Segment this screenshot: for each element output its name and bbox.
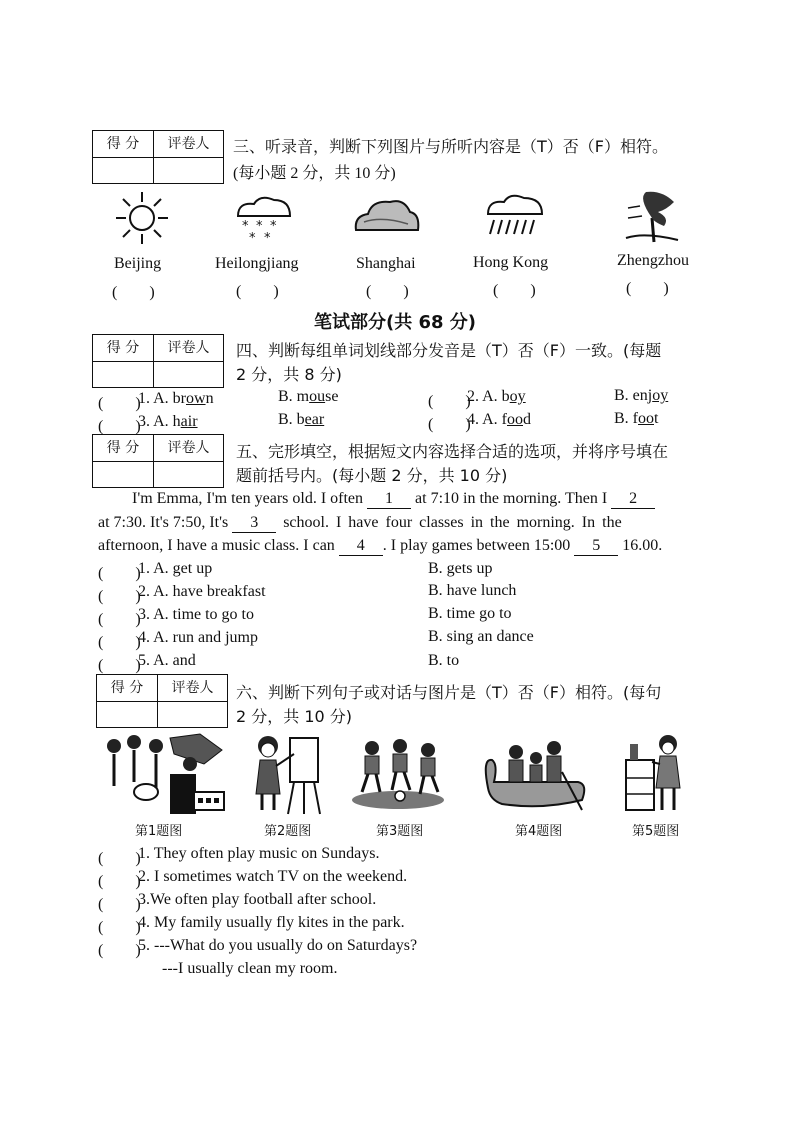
option-a: 5. A. and bbox=[138, 652, 196, 669]
score-label: 得 分 bbox=[93, 131, 154, 157]
underlined-part: air bbox=[180, 413, 198, 430]
answer-paren[interactable]: ( ) bbox=[98, 418, 141, 435]
pron-item-2 bbox=[467, 388, 526, 406]
girl-painting-picture bbox=[250, 730, 324, 816]
grader-label: 评卷人 bbox=[171, 680, 214, 696]
section5-title: 五、完形填空，根据短文内容选择合适的选项，并将序号填在 bbox=[236, 442, 669, 461]
pron-item-2-b bbox=[614, 387, 668, 405]
blank-2[interactable]: 2 bbox=[611, 490, 655, 509]
word-part: B. b bbox=[278, 411, 305, 428]
score-box-6 bbox=[96, 674, 228, 728]
underlined-part: oo bbox=[507, 411, 523, 428]
answer-paren[interactable]: ( ) bbox=[236, 283, 279, 300]
answer-paren[interactable]: ( ) bbox=[98, 395, 141, 412]
picture-caption: 第5题图 bbox=[632, 824, 680, 839]
pron-item-4 bbox=[467, 411, 531, 429]
answer-paren[interactable]: ( ) bbox=[493, 282, 536, 299]
underlined-part: ear bbox=[304, 411, 325, 428]
word-part: br bbox=[172, 390, 186, 407]
wind-icon bbox=[624, 188, 680, 244]
answer-paren[interactable]: ( ) bbox=[98, 873, 141, 890]
sentence-5-answer: ---I usually clean my room. bbox=[162, 960, 338, 977]
answer-paren[interactable]: ( ) bbox=[98, 850, 141, 867]
score-box-4 bbox=[92, 334, 224, 388]
score-field[interactable] bbox=[93, 362, 154, 388]
answer-paren[interactable]: ( ) bbox=[98, 565, 141, 582]
item-number: 2. A. bbox=[467, 388, 502, 405]
passage-text: school. I have four classes in the morning. In the bbox=[276, 514, 622, 531]
svg-text:*: * bbox=[242, 219, 249, 234]
sentence-5: 5. ---What do you usually do on Saturdays? bbox=[138, 937, 418, 954]
score-box-3 bbox=[92, 130, 224, 184]
option-a: 3. A. time to go to bbox=[138, 606, 254, 623]
svg-text:*: * bbox=[264, 231, 271, 246]
grader-field[interactable] bbox=[154, 462, 223, 488]
band-music-picture bbox=[100, 730, 226, 816]
written-section-header: 笔试部分(共 68 分) bbox=[314, 312, 477, 333]
grader-field[interactable] bbox=[154, 158, 223, 184]
blank-4[interactable]: 4 bbox=[339, 537, 383, 556]
pron-item-1-b bbox=[278, 388, 338, 406]
blank-1[interactable]: 1 bbox=[367, 490, 411, 509]
grader-label: 评卷人 bbox=[167, 340, 210, 356]
svg-text:*: * bbox=[249, 231, 256, 246]
grader-field[interactable] bbox=[158, 702, 227, 728]
option-b: B. have lunch bbox=[428, 582, 517, 599]
underlined-part: ou bbox=[309, 388, 326, 405]
option-b: B. sing an dance bbox=[428, 628, 534, 645]
item-number: 3. A. bbox=[138, 413, 173, 430]
answer-paren[interactable]: ( ) bbox=[98, 634, 141, 651]
item-number: 4. A. bbox=[467, 411, 502, 428]
answer-paren[interactable]: ( ) bbox=[626, 280, 669, 297]
word-part: B. m bbox=[278, 388, 310, 405]
underlined-part: ow bbox=[186, 390, 206, 407]
svg-text:*: * bbox=[256, 219, 263, 234]
word-part: b bbox=[501, 388, 510, 405]
section3-title: 三、听录音，判断下列图片与所听内容是（T）否（F）相符。 bbox=[233, 137, 668, 156]
city-heilongjiang: Heilongjiang bbox=[215, 255, 299, 272]
grader-field[interactable] bbox=[154, 362, 223, 388]
passage-text: afternoon, I have a music class. I can bbox=[98, 537, 339, 554]
section6-note: 2 分，共 10 分) bbox=[236, 707, 353, 726]
picture-caption: 第4题图 bbox=[515, 824, 563, 839]
passage-text: at 7:10 in the morning. Then I bbox=[411, 490, 612, 507]
answer-paren[interactable]: ( ) bbox=[98, 611, 141, 628]
score-field[interactable] bbox=[93, 158, 154, 184]
sentence-1: 1. They often play music on Sundays. bbox=[138, 845, 380, 862]
passage-text: at 7:30. It's 7:50, It's bbox=[98, 514, 233, 531]
sentence-4: 4. My family usually fly kites in the park. bbox=[138, 914, 405, 931]
girl-cleaning-picture bbox=[622, 730, 688, 814]
option-b: B. to bbox=[428, 652, 460, 669]
underlined-part: oy bbox=[652, 387, 669, 404]
city-hongkong: Hong Kong bbox=[473, 254, 549, 271]
cloze-line-1 bbox=[132, 490, 655, 509]
underlined-part: oy bbox=[509, 388, 526, 405]
city-zhengzhou: Zhengzhou bbox=[617, 252, 689, 269]
word-part: h bbox=[172, 413, 181, 430]
section5-note: 题前括号内。(每小题 2 分，共 10 分) bbox=[236, 466, 508, 485]
word-part: d bbox=[523, 411, 531, 428]
family-boat-picture bbox=[482, 738, 592, 814]
answer-paren[interactable]: ( ) bbox=[98, 896, 141, 913]
kids-football-picture bbox=[350, 738, 446, 810]
blank-3[interactable]: 3 bbox=[232, 514, 276, 533]
pron-item-3 bbox=[138, 413, 198, 431]
section4-note: 2 分，共 8 分) bbox=[236, 365, 342, 384]
word-part: se bbox=[325, 388, 339, 405]
cloze-line-3 bbox=[98, 537, 662, 556]
blank-5[interactable]: 5 bbox=[574, 537, 618, 556]
option-b: B. time go to bbox=[428, 605, 512, 622]
score-field[interactable] bbox=[97, 702, 158, 728]
option-a: 2. A. have breakfast bbox=[138, 583, 266, 600]
snow-icon bbox=[234, 194, 294, 244]
score-label: 得 分 bbox=[97, 675, 158, 701]
passage-text: I'm Emma, I'm ten years old. I often bbox=[132, 490, 368, 507]
pron-item-3-b bbox=[278, 411, 324, 429]
rain-icon bbox=[484, 192, 546, 242]
answer-paren[interactable]: ( ) bbox=[98, 588, 141, 605]
score-label: 得 分 bbox=[93, 335, 154, 361]
item-number: 1. A. bbox=[138, 390, 173, 407]
section4-title: 四、判断每组单词划线部分发音是（T）否（F）一致。(每题 bbox=[236, 341, 662, 360]
word-part: B. enj bbox=[614, 387, 653, 404]
pron-item-4-b bbox=[614, 410, 658, 428]
svg-text:*: * bbox=[270, 219, 277, 234]
score-label: 得 分 bbox=[93, 435, 154, 461]
score-box-5 bbox=[92, 434, 224, 488]
passage-text: . I play games between 15:00 bbox=[382, 537, 575, 554]
cloud-icon bbox=[352, 196, 422, 236]
sentence-3: 3.We often play football after school. bbox=[138, 891, 377, 908]
passage-text: 16.00. bbox=[618, 537, 663, 554]
option-b: B. gets up bbox=[428, 560, 493, 577]
answer-paren[interactable]: ( ) bbox=[98, 919, 141, 936]
word-part: n bbox=[205, 390, 214, 407]
answer-paren[interactable]: ( ) bbox=[112, 284, 155, 301]
section6-title: 六、判断下列句子或对话与图片是（T）否（F）相符。(每句 bbox=[236, 683, 662, 702]
city-beijing: Beijing bbox=[114, 255, 162, 272]
word-part: B. f bbox=[614, 410, 638, 427]
grader-label: 评卷人 bbox=[167, 136, 210, 152]
sun-icon bbox=[114, 190, 170, 246]
answer-paren[interactable]: ( ) bbox=[98, 942, 141, 959]
word-part: f bbox=[501, 411, 507, 428]
picture-caption: 第2题图 bbox=[264, 824, 312, 839]
option-a: 1. A. get up bbox=[138, 560, 213, 577]
word-part: t bbox=[654, 410, 659, 427]
picture-caption: 第1题图 bbox=[135, 824, 183, 839]
option-a: 4. A. run and jump bbox=[138, 629, 258, 646]
grader-label: 评卷人 bbox=[167, 440, 210, 456]
answer-paren[interactable]: ( ) bbox=[366, 283, 409, 300]
answer-paren[interactable]: ( ) bbox=[428, 393, 471, 410]
cloze-line-2 bbox=[98, 514, 622, 533]
answer-paren[interactable]: ( ) bbox=[428, 416, 471, 433]
score-field[interactable] bbox=[93, 462, 154, 488]
sentence-2: 2. I sometimes watch TV on the weekend. bbox=[138, 868, 408, 885]
underlined-part: oo bbox=[638, 410, 654, 427]
section3-note: (每小题 2 分，共 10 分) bbox=[233, 165, 396, 182]
pron-item-1 bbox=[138, 390, 214, 408]
picture-caption: 第3题图 bbox=[376, 824, 424, 839]
answer-paren[interactable]: ( ) bbox=[98, 657, 141, 674]
city-shanghai: Shanghai bbox=[356, 255, 416, 272]
